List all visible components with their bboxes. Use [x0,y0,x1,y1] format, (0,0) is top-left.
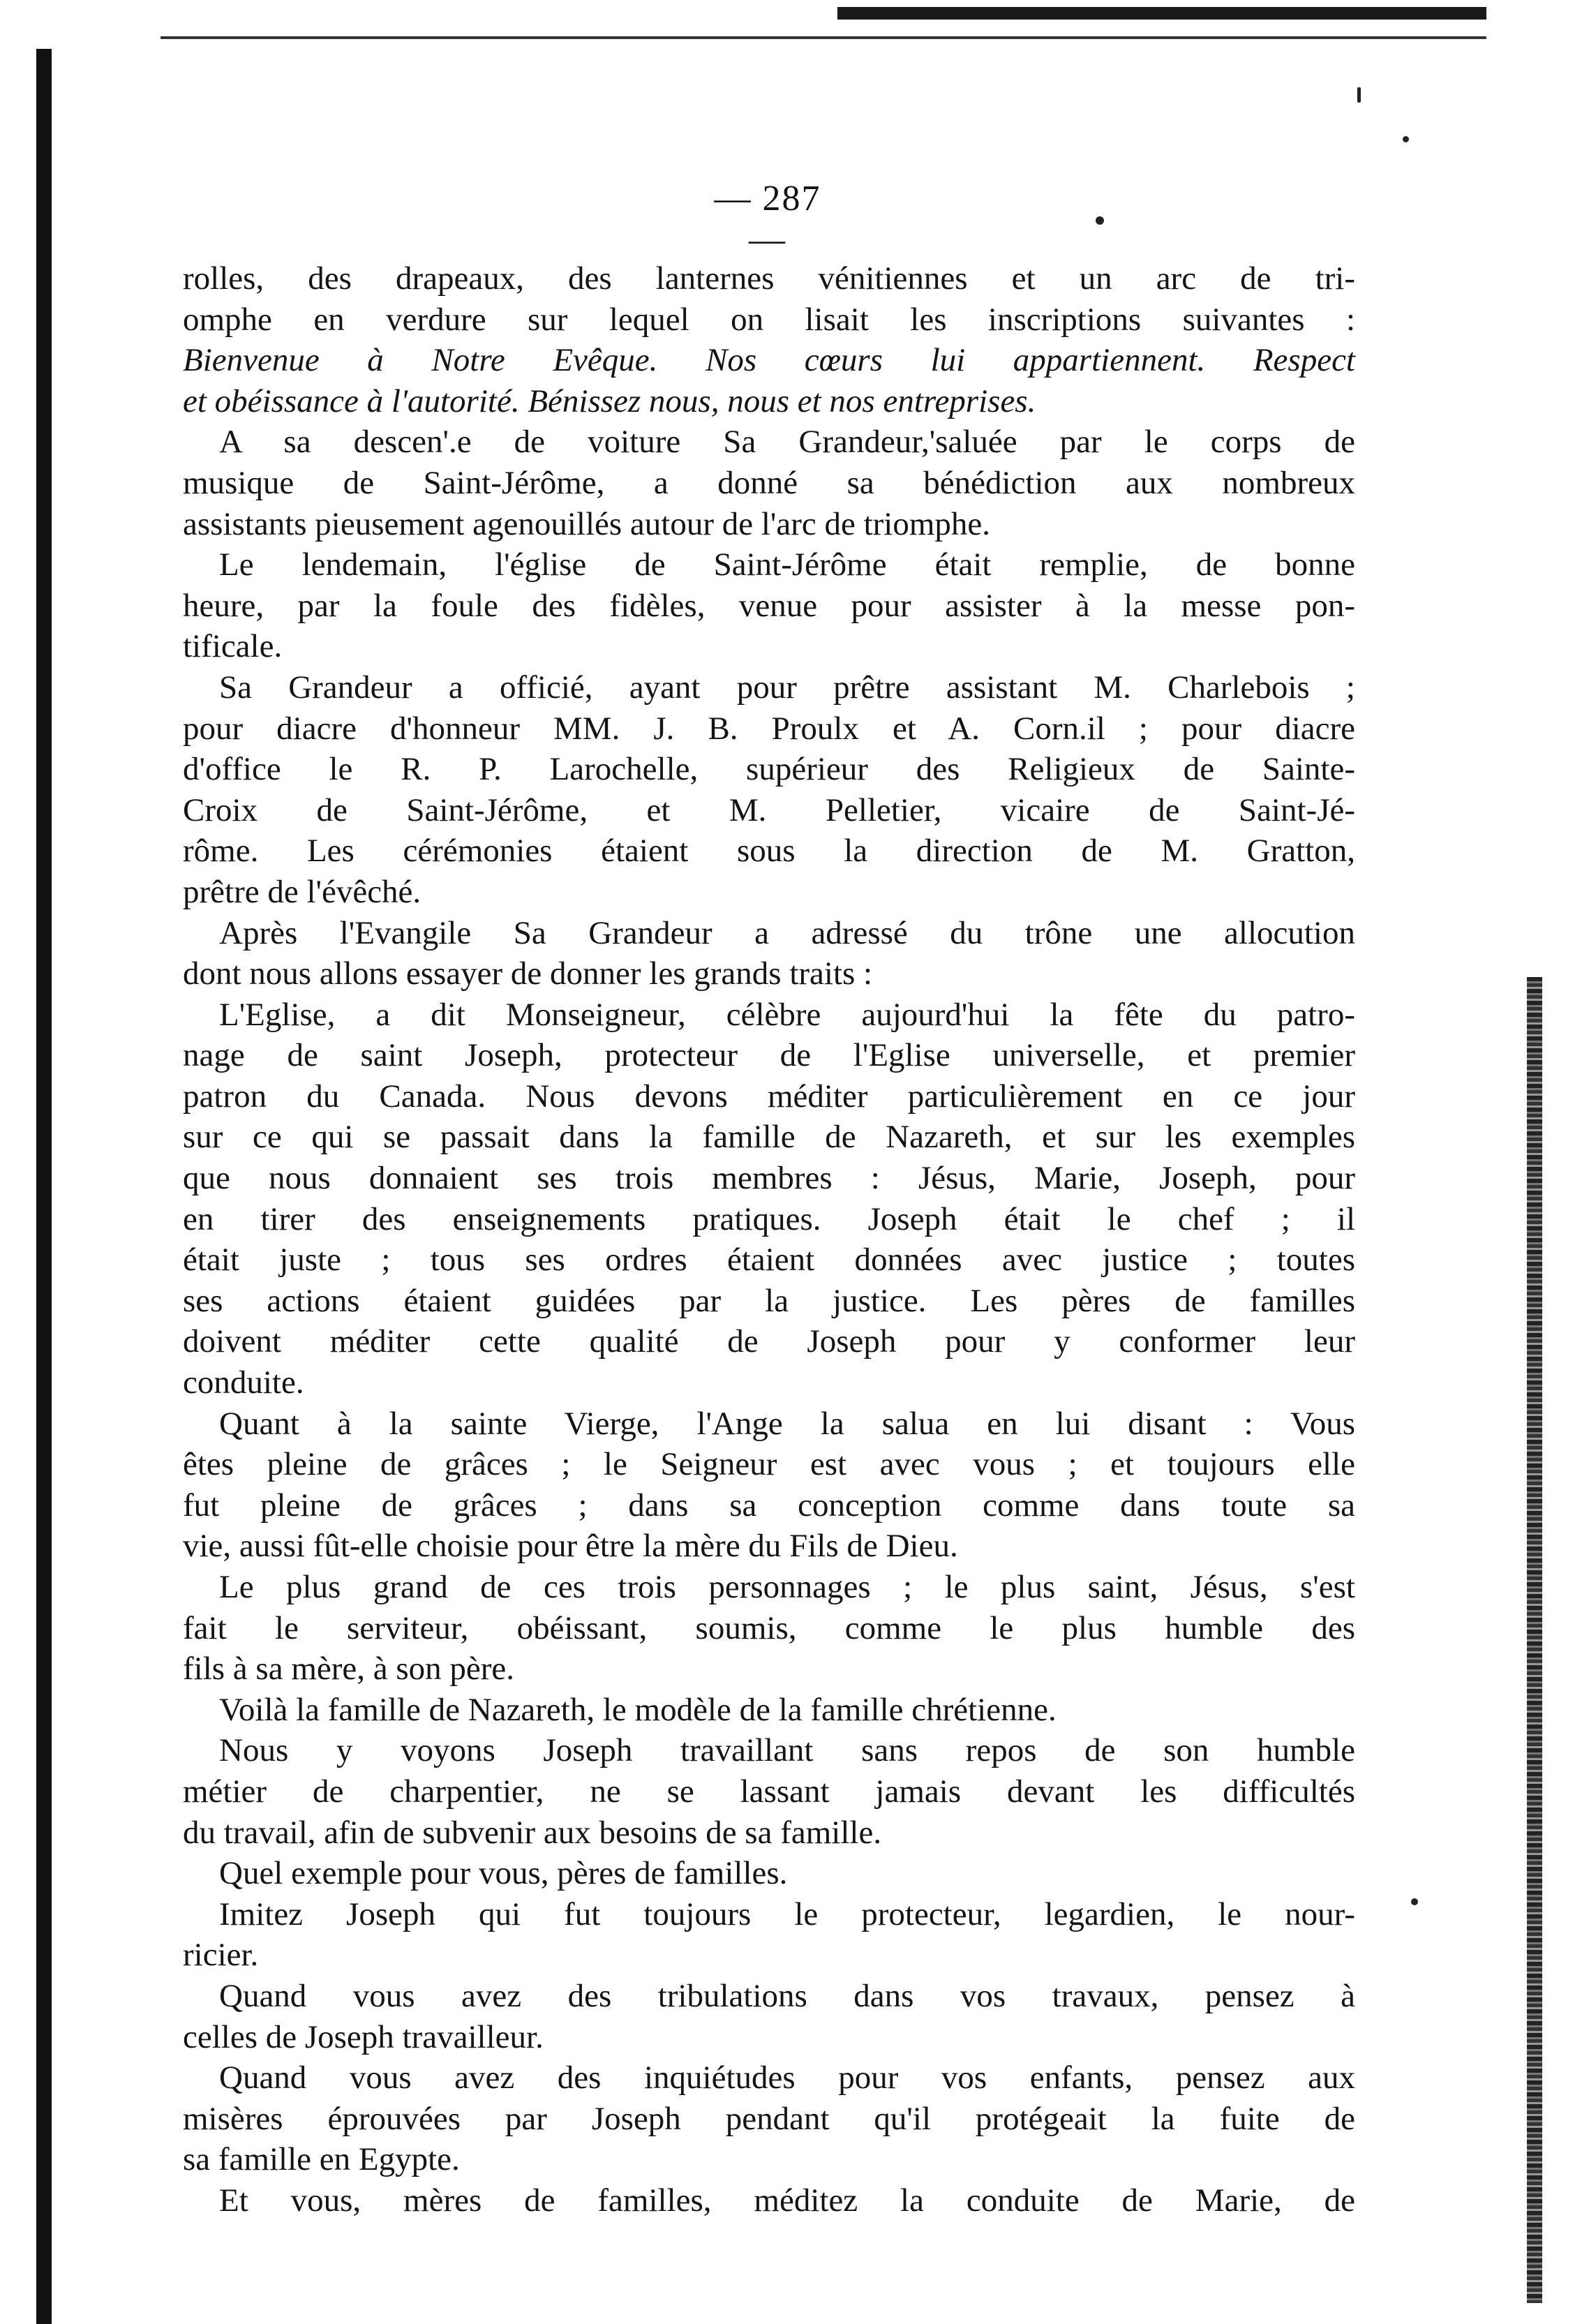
text-line: fait le serviteur, obéissant, soumis, comme le plus humble des [183,1609,1355,1646]
scan-speck [1096,216,1104,225]
scan-speck [1403,136,1409,142]
text-line: en tirer des enseignements pratiques. Joseph était le chef ; il [183,1200,1355,1237]
scan-top-bar [837,7,1486,20]
text-line: assistants pieusement agenouillés autour de l'arc de triomphe. [183,505,991,542]
scan-speck [1357,87,1361,103]
scan-speck [1411,1898,1418,1905]
text-line: vie, aussi fût-elle choisie pour être la mère du Fils de Dieu. [183,1528,958,1565]
text-line: Quel exemple pour vous, pères de familles. [219,1855,788,1892]
text-line: tificale. [183,628,283,665]
text-line: sur ce qui se passait dans la famille de Nazareth, et sur les exemples [183,1119,1355,1156]
text-line: fils à sa mère, à son père. [183,1651,515,1688]
text-line: ses actions étaient guidées par la justice. Les pères de familles [183,1282,1355,1319]
text-line: pour diacre d'honneur MM. J. B. Proulx et A. Corn.il ; pour diacre [183,710,1355,747]
text-line: Le plus grand de ces trois personnages ; le plus saint, Jésus, s'est [219,1569,1355,1605]
text-line [183,381,1355,422]
text-line: Sa Grandeur a officié, ayant pour prêtre assistant M. Charlebois ; [219,669,1355,706]
text-line: omphe en verdure sur lequel on lisait les inscriptions suivantes : [183,301,1355,338]
text-line: Croix de Saint-Jérôme, et M. Pelletier, vicaire de Saint-Jé- [183,791,1355,828]
text-line: rôme. Les cérémonies étaient sous la direction de M. Gratton, [183,833,1355,870]
scan-right-edge [1527,977,1542,2303]
italic-text: et obéissance à l'autorité. Bénissez nous, nous et nos entreprises. [183,382,1036,419]
text-line: heure, par la foule des fidèles, venue pour assister à la messe pon- [183,587,1355,624]
text-line: misères éprouvées par Joseph pendant qu'il protégeait la fuite de [183,2100,1355,2137]
text-line: Quand vous avez des inquiétudes pour vos enfants, pensez aux [219,2059,1355,2096]
text-line: Quand vous avez des tribulations dans vos travaux, pensez à [219,1977,1355,2014]
text-line: doivent méditer cette qualité de Joseph pour y conformer leur [183,1323,1355,1360]
scan-left-edge [36,49,52,2324]
text-line: patron du Canada. Nous devons méditer particulièrement en ce jour [183,1078,1355,1115]
text-line [183,340,1355,381]
text-line: Nous y voyons Joseph travaillant sans repos de son humble [219,1732,1355,1769]
text-line: Le lendemain, l'église de Saint-Jérôme était remplie, de bonne [219,546,1355,583]
text-line: fut pleine de grâces ; dans sa conception comme dans toute sa [183,1487,1355,1524]
text-line: sa famille en Egypte. [183,2141,460,2178]
italic-text: Bienvenue à Notre Evêque. Nos cœurs lui appartiennent. Respect [183,342,1355,379]
text-line: prêtre de l'évêché. [183,873,421,910]
text-line: conduite. [183,1364,304,1401]
scan-top-rule [161,36,1486,39]
text-line: ricier. [183,1937,259,1974]
text-line: Imitez Joseph qui fut toujours le protecteur, legardien, le nour- [219,1895,1355,1932]
text-line: Quant à la sainte Vierge, l'Ange la salua en lui disant : Vous [219,1405,1355,1442]
text-line: êtes pleine de grâces ; le Seigneur est avec vous ; et toujours elle [183,1446,1355,1483]
text-line: Après l'Evangile Sa Grandeur a adressé du trône une allocution [219,914,1355,951]
text-line: nage de saint Joseph, protecteur de l'Eglise universelle, et premier [183,1037,1355,1074]
text-line: rolles, des drapeaux, des lanternes vénitiennes et un arc de tri- [183,260,1355,297]
text-line: Et vous, mères de familles, méditez la conduite de Marie, de [219,2182,1355,2219]
text-line: L'Eglise, a dit Monseigneur, célèbre aujourd'hui la fête du patro- [219,996,1355,1033]
text-line: Voilà la famille de Nazareth, le modèle de la famille chrétienne. [219,1691,1057,1728]
page-number: — 287 — [714,179,821,260]
text-line: dont nous allons essayer de donner les grands traits : [183,955,873,992]
text-line: musique de Saint-Jérôme, a donné sa bénédiction aux nombreux [183,464,1355,501]
text-line: A sa descen'.e de voiture Sa Grandeur,'saluée par le corps de [219,424,1355,461]
text-line: d'office le R. P. Larochelle, supérieur des Religieux de Sainte- [183,751,1355,788]
text-line: métier de charpentier, ne se lassant jamais devant les difficultés [183,1773,1355,1810]
text-line: du travail, afin de subvenir aux besoins de sa famille. [183,1814,882,1851]
text-line: que nous donnaient ses trois membres : Jésus, Marie, Joseph, pour [183,1160,1355,1197]
text-line: était juste ; tous ses ordres étaient données avec justice ; toutes [183,1242,1355,1279]
text-line: celles de Joseph travailleur. [183,2018,544,2055]
page-text [183,258,1355,2221]
